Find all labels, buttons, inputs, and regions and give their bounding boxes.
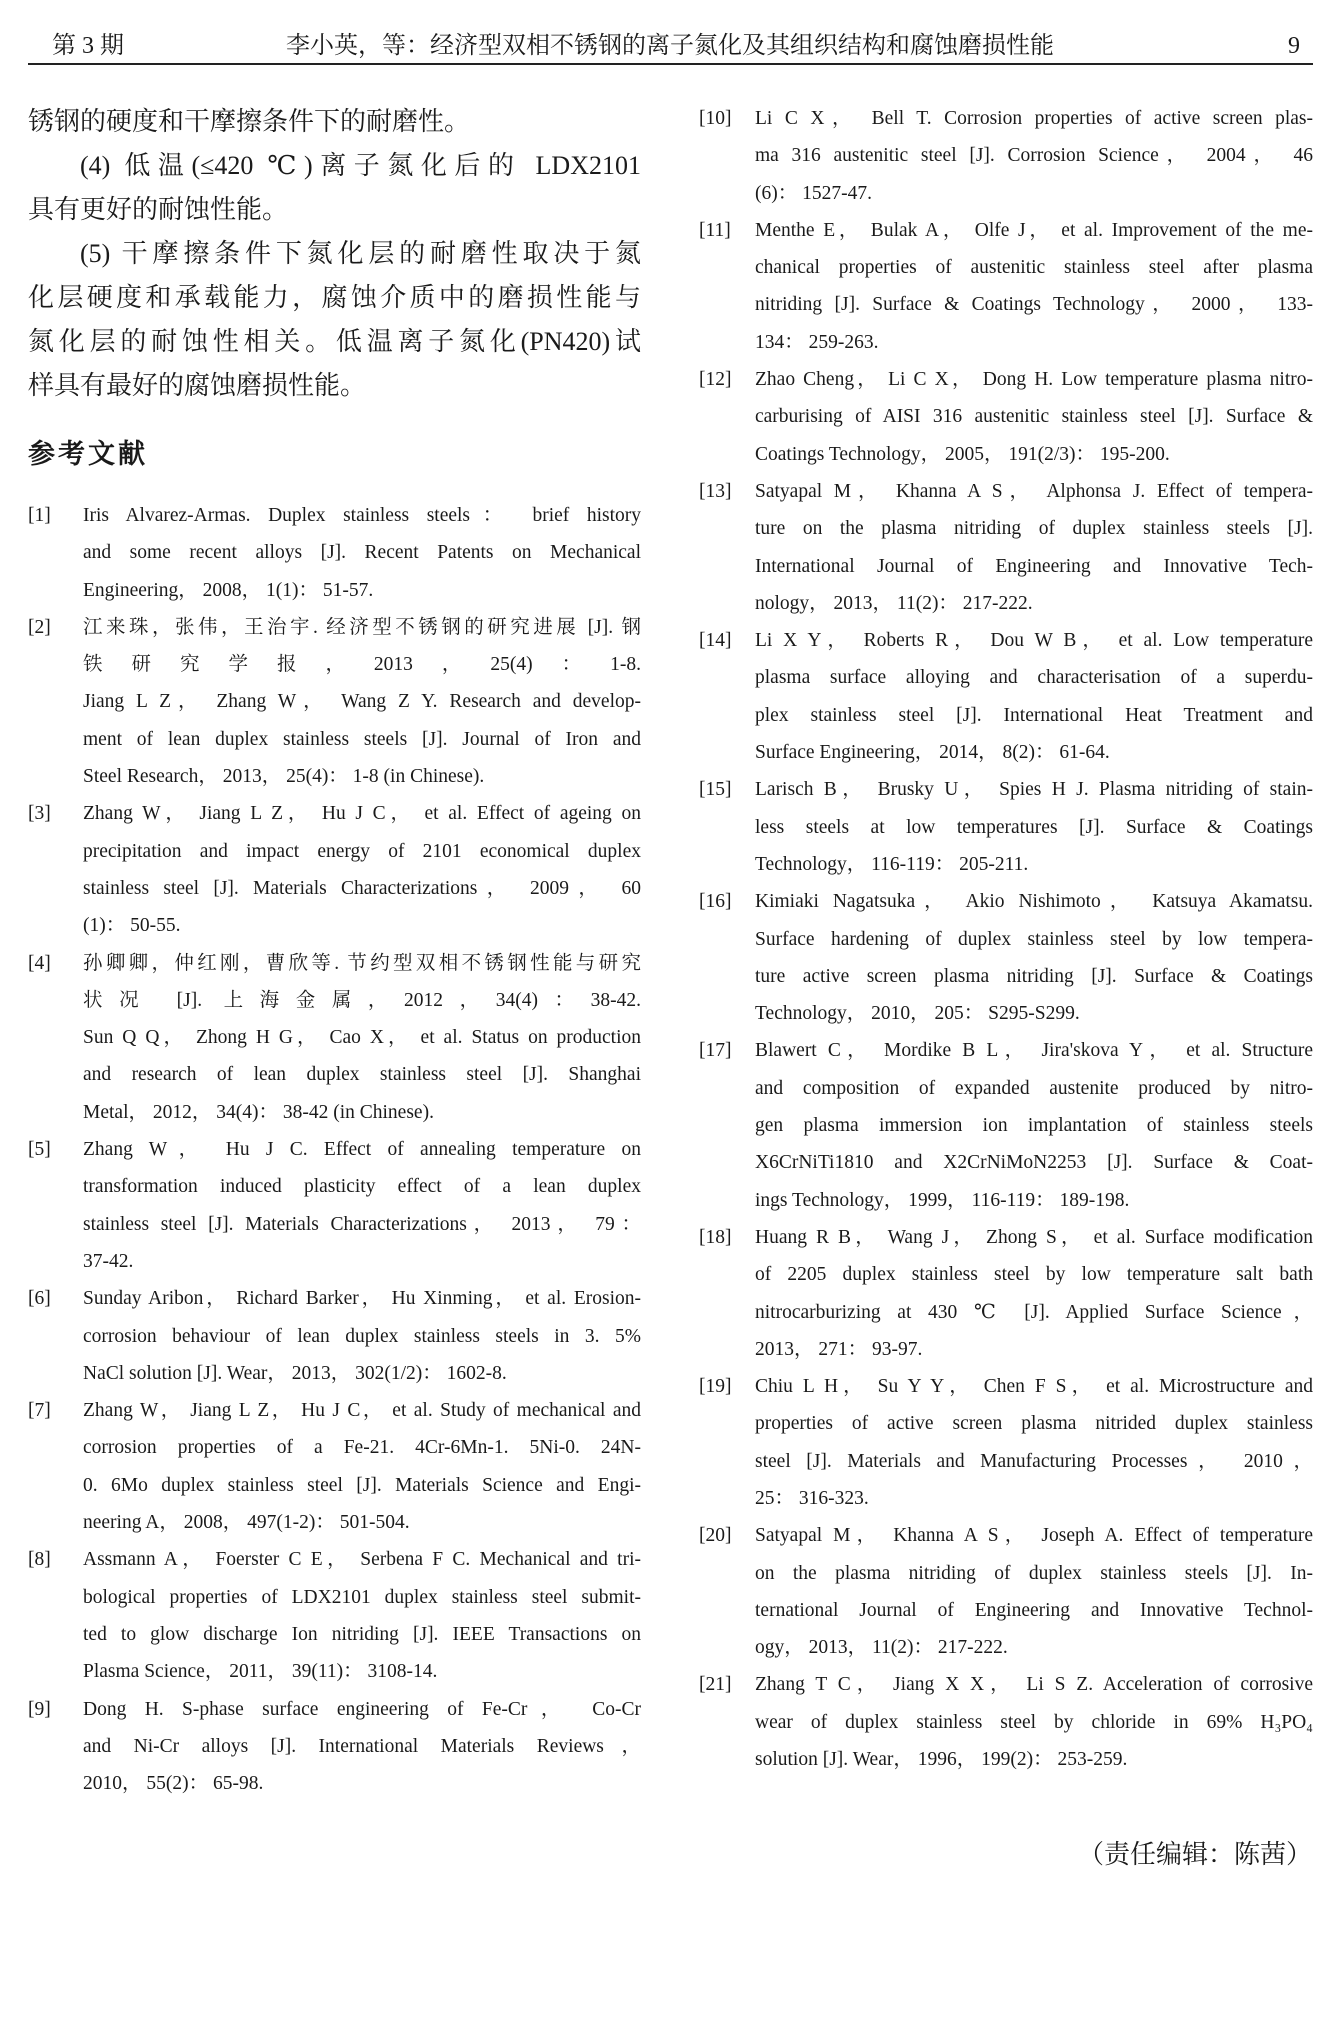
reference-line: transformation induced plasticity effect of a lean duplex <box>83 1176 641 1198</box>
reference-line: Chiu L H， Su Y Y， Chen F S， et al. Microstructure and <box>755 1376 1313 1398</box>
body-line: 样具有最好的腐蚀磨损性能。 <box>28 371 367 400</box>
reference-line: and composition of expanded austenite produced by nitro- <box>755 1077 1313 1099</box>
running-header-title: 李小英，等：经济型双相不锈钢的离子氮化及其组织结构和腐蚀磨损性能 <box>286 33 1054 59</box>
reference-line: ogy， 2013， 11(2)： 217-222. <box>755 1637 1008 1659</box>
reference-line: chanical properties of austenitic stainless steel after plasma <box>755 257 1313 279</box>
reference-line: corrosion properties of a Fe-21. 4Cr-6Mn-1. 5Ni-0. 24N- <box>83 1437 641 1459</box>
body-line: 具有更好的耐蚀性能。 <box>28 195 289 224</box>
reference-line: Sunday Aribon， Richard Barker， Hu Xinming， et al. Erosion- <box>83 1288 641 1310</box>
reference-line: Zhang T C， Jiang X X， Li S Z. Acceleration of corrosive <box>755 1674 1313 1696</box>
reference-line: ma 316 austenitic steel [J]. Corrosion Science， 2004， 46 <box>755 145 1313 167</box>
reference-item <box>28 1280 641 1392</box>
reference-line: Li C X， Bell T. Corrosion properties of active screen plas- <box>755 108 1313 129</box>
conclusion-text <box>28 104 641 412</box>
header-rule <box>28 63 1313 65</box>
reference-line: Technology， 116-119： 205-211. <box>755 853 1029 875</box>
reference-line: 2010， 55(2)： 65-98. <box>83 1773 264 1795</box>
reference-item <box>28 795 641 944</box>
reference-line: Menthe E， Bulak A， Olfe J， et al. Improvement of the me- <box>755 219 1313 241</box>
reference-line: Assmann A， Foerster C E， Serbena F C. Mechanical and tri- <box>83 1549 641 1571</box>
reference-line: precipitation and impact energy of 2101 economical duplex <box>83 840 641 862</box>
reference-line: 25： 316-323. <box>755 1487 869 1509</box>
reference-number: [10] <box>699 108 732 129</box>
reference-item <box>699 1368 1313 1517</box>
reference-line: plasma surface alloying and characterisation of a superdu- <box>755 667 1313 689</box>
reference-item <box>28 945 641 1131</box>
reference-item <box>699 1517 1313 1666</box>
reference-line: Engineering， 2008， 1(1)： 51-57. <box>83 579 374 601</box>
reference-line: 状况 [J]. 上海金属，2012，34(4)：38-42. <box>83 989 641 1011</box>
reference-line: Surface Engineering， 2014， 8(2)： 61-64. <box>755 742 1110 764</box>
reference-line: corrosion behaviour of lean duplex stainless steels in 3. 5% <box>83 1325 641 1347</box>
reference-number: [7] <box>28 1400 51 1422</box>
reference-line: NaCl solution [J]. Wear， 2013， 302(1/2)： 1602-8. <box>83 1362 507 1384</box>
reference-line: on the plasma nitriding of duplex stainless steels [J]. In- <box>755 1562 1313 1584</box>
reference-item <box>699 100 1313 212</box>
reference-line: 江来珠，张伟，王治宇. 经济型不锈钢的研究进展 [J]. 钢 <box>83 616 641 638</box>
reference-line: Coatings Technology， 2005， 191(2/3)： 195-200. <box>755 443 1170 465</box>
reference-line: stainless steel [J]. Materials Characterizations， 2009， 60 <box>83 877 641 899</box>
reference-line: Zhang W， Hu J C. Effect of annealing temperature on <box>83 1139 641 1161</box>
reference-line: Huang R B， Wang J， Zhong S， et al. Surface modification <box>755 1226 1313 1248</box>
reference-line: 134： 259-263. <box>755 331 879 353</box>
reference-line: and Ni-Cr alloys [J]. International Materials Reviews， <box>83 1735 641 1757</box>
reference-line: 37-42. <box>83 1250 134 1272</box>
reference-item <box>28 1691 641 1803</box>
reference-line: carburising of AISI 316 austenitic stainless steel [J]. Surface & <box>755 406 1313 428</box>
reference-line: nology， 2013， 11(2)： 217-222. <box>755 592 1033 614</box>
reference-line: solution [J]. Wear， 1996， 199(2)： 253-259. <box>755 1749 1128 1771</box>
reference-line: nitriding [J]. Surface & Coatings Technology， 2000， 133- <box>755 294 1313 316</box>
reference-number: [3] <box>28 803 51 825</box>
reference-line: Surface hardening of duplex stainless steel by low tempera- <box>755 928 1313 950</box>
reference-number: [14] <box>699 630 732 652</box>
reference-line: properties of active screen plasma nitrided duplex stainless <box>755 1413 1313 1435</box>
reference-number: [8] <box>28 1549 51 1571</box>
reference-item <box>699 883 1313 1032</box>
reference-line: Kimiaki Nagatsuka， Akio Nishimoto， Katsuya Akamatsu. <box>755 891 1313 913</box>
reference-line: ment of lean duplex stainless steels [J]. Journal of Iron and <box>83 728 641 750</box>
reference-number: [9] <box>28 1698 51 1720</box>
reference-line: Zhang W， Jiang L Z， Hu J C， et al. Study of mechanical and <box>83 1400 641 1422</box>
reference-line: Blawert C， Mordike B L， Jira'skova Y， et al. Structure <box>755 1040 1313 1062</box>
reference-line: Technology， 2010， 205： S295-S299. <box>755 1003 1080 1025</box>
running-header-issue: 第 3 期 <box>52 33 124 59</box>
reference-line: Jiang L Z， Zhang W， Wang Z Y. Research and develop- <box>83 691 641 713</box>
references-right-column <box>699 100 1313 1778</box>
body-line: 氮化层的耐蚀性相关。低温离子氮化(PN420)试 <box>28 327 641 356</box>
body-line: 锈钢的硬度和干摩擦条件下的耐磨性。 <box>28 107 471 136</box>
body-line: 化层硬度和承载能力，腐蚀介质中的磨损性能与 <box>28 283 641 312</box>
reference-line: Satyapal M， Khanna A S， Alphonsa J. Effect of tempera- <box>755 480 1313 502</box>
reference-line: Larisch B， Brusky U， Spies H J. Plasma nitriding of stain- <box>755 779 1313 801</box>
reference-item <box>28 1392 641 1541</box>
reference-line: nitrocarburizing at 430 ℃ [J]. Applied Surface Science， <box>755 1301 1313 1323</box>
page-number: 9 <box>1288 33 1300 59</box>
editor-note: （责任编辑：陈茜） <box>1077 1840 1312 1869</box>
reference-line: 孙卿卿，仲红刚，曹欣等. 节约型双相不锈钢性能与研究 <box>83 952 641 974</box>
reference-number: [15] <box>699 779 732 801</box>
reference-item <box>699 1666 1313 1778</box>
reference-line: Steel Research， 2013， 25(4)： 1-8 (in Chinese). <box>83 766 485 788</box>
reference-item <box>699 212 1313 361</box>
reference-line: ternational Journal of Engineering and Innovative Technol- <box>755 1599 1313 1621</box>
reference-line: Metal， 2012， 34(4)： 38-42 (in Chinese). <box>83 1101 434 1123</box>
reference-line: Iris Alvarez-Armas. Duplex stainless steels： brief history <box>83 505 641 526</box>
body-line: (5) 干摩擦条件下氮化层的耐磨性取决于氮 <box>80 239 641 268</box>
reference-line: Zhao Cheng， Li C X， Dong H. Low temperature plasma nitro- <box>755 369 1313 391</box>
reference-number: [2] <box>28 616 51 638</box>
reference-line: Sun Q Q， Zhong H G， Cao X， et al. Status on production <box>83 1027 641 1049</box>
reference-line: of 2205 duplex stainless steel by low temperature salt bath <box>755 1264 1313 1286</box>
reference-line: ted to glow discharge Ion nitriding [J]. IEEE Transactions on <box>83 1623 641 1645</box>
reference-number: [20] <box>699 1525 732 1547</box>
reference-item <box>699 771 1313 883</box>
reference-item <box>28 609 641 795</box>
reference-line: Dong H. S-phase surface engineering of Fe-Cr， Co-Cr <box>83 1698 641 1720</box>
reference-line: and research of lean duplex stainless steel [J]. Shanghai <box>83 1064 641 1086</box>
reference-number: [6] <box>28 1288 51 1310</box>
reference-line: Zhang W， Jiang L Z， Hu J C， et al. Effect of ageing on <box>83 803 641 825</box>
reference-line: Plasma Science， 2011， 39(11)： 3108-14. <box>83 1661 438 1683</box>
reference-line: and some recent alloys [J]. Recent Patents on Mechanical <box>83 542 641 564</box>
reference-number: [5] <box>28 1139 51 1161</box>
reference-item <box>699 473 1313 622</box>
reference-item <box>699 361 1313 473</box>
reference-item <box>699 1219 1313 1368</box>
reference-line: stainless steel [J]. Materials Characterizations， 2013， 79： <box>83 1213 641 1235</box>
reference-line: gen plasma immersion ion implantation of stainless steels <box>755 1115 1313 1137</box>
reference-number: [21] <box>699 1674 732 1696</box>
reference-item <box>699 622 1313 771</box>
reference-number: [13] <box>699 480 732 502</box>
reference-line: (6)： 1527-47. <box>755 182 872 204</box>
reference-number: [16] <box>699 891 732 913</box>
reference-number: [4] <box>28 952 51 974</box>
reference-line: Satyapal M， Khanna A S， Joseph A. Effect of temperature <box>755 1525 1313 1547</box>
reference-line: wear of duplex stainless steel by chloride in 69% H₃PO₄ <box>755 1711 1313 1733</box>
reference-number: [1] <box>28 505 51 526</box>
references-left-column <box>28 497 641 1802</box>
reference-item <box>28 497 641 609</box>
reference-item <box>28 1541 641 1690</box>
reference-line: bological properties of LDX2101 duplex stainless steel submit- <box>83 1586 641 1608</box>
reference-line: less steels at low temperatures [J]. Surface & Coatings <box>755 816 1313 838</box>
references-heading: 参考文献 <box>28 439 148 469</box>
reference-line: X6CrNiTi1810 and X2CrNiMoN2253 [J]. Surface & Coat- <box>755 1152 1313 1174</box>
reference-number: [11] <box>699 219 731 241</box>
reference-line: ture on the plasma nitriding of duplex stainless steels [J]. <box>755 518 1313 540</box>
reference-line: plex stainless steel [J]. International Heat Treatment and <box>755 704 1313 726</box>
reference-item <box>28 1131 641 1280</box>
reference-number: [19] <box>699 1376 732 1398</box>
reference-line: ings Technology， 1999， 116-119： 189-198. <box>755 1189 1130 1211</box>
reference-line: neering A， 2008， 497(1-2)： 501-504. <box>83 1512 410 1534</box>
reference-line: steel [J]. Materials and Manufacturing Processes， 2010， <box>755 1450 1313 1472</box>
reference-line: International Journal of Engineering and Innovative Tech- <box>755 555 1313 577</box>
reference-line: ture active screen plasma nitriding [J]. Surface & Coatings <box>755 965 1313 987</box>
reference-line: 0. 6Mo duplex stainless steel [J]. Materials Science and Engi- <box>83 1474 641 1496</box>
reference-number: [18] <box>699 1226 732 1248</box>
reference-line: (1)： 50-55. <box>83 915 181 937</box>
reference-item <box>699 1032 1313 1218</box>
reference-number: [12] <box>699 369 732 391</box>
reference-line: 铁研究学报，2013，25(4)：1-8. <box>83 654 641 676</box>
body-line: (4) 低温(≤420 ℃)离子氮化后的 LDX2101 <box>80 151 641 180</box>
reference-line: 2013， 271： 93-97. <box>755 1338 923 1360</box>
reference-number: [17] <box>699 1040 732 1062</box>
reference-line: Li X Y， Roberts R， Dou W B， et al. Low temperature <box>755 630 1313 652</box>
